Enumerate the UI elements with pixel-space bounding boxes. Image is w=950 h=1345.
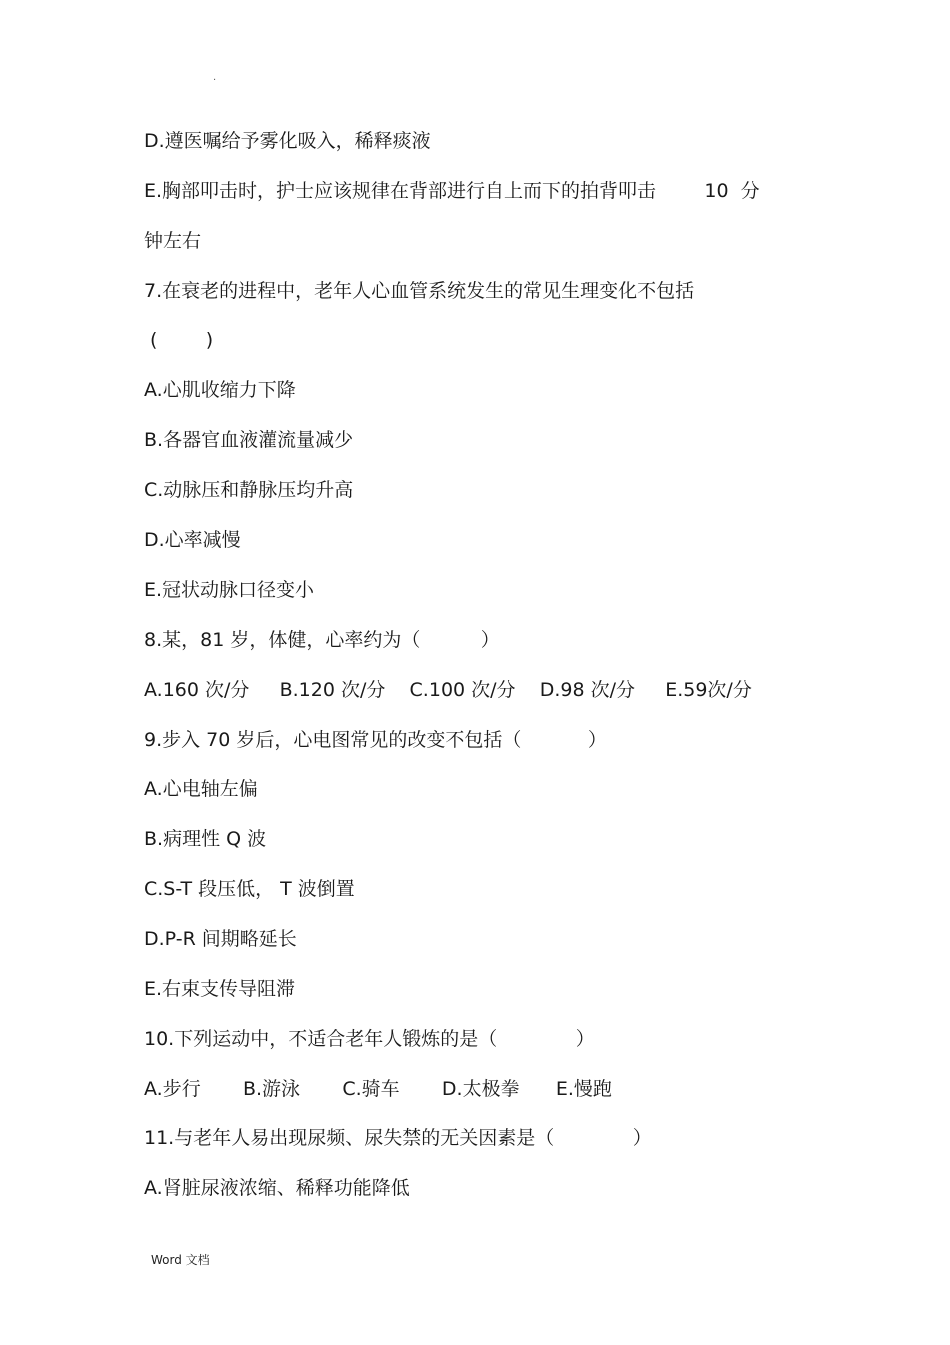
- option-line: E.冠状动脉口径变小: [144, 579, 315, 601]
- option-line: D.P-R 间期略延长: [144, 928, 297, 950]
- question-line: 9.步入 70 岁后，心电图常见的改变不包括（ ）: [144, 729, 607, 751]
- option-line: B.各器官血液灌流量减少: [144, 429, 354, 451]
- question-line: 8.某，81 岁，体健，心率约为（ ）: [144, 629, 500, 651]
- option-line: A.心电轴左偏: [144, 778, 258, 800]
- header-dot: .: [213, 72, 217, 83]
- option-line: E.胸部叩击时，护士应该规律在背部进行自上而下的拍背叩击 10 分: [144, 180, 760, 202]
- question-line: 11.与老年人易出现尿频、尿失禁的无关因素是（ ）: [144, 1127, 652, 1149]
- option-line: A.肾脏尿液浓缩、稀释功能降低: [144, 1177, 410, 1199]
- question-line: 10.下列运动中，不适合老年人锻炼的是（ ）: [144, 1028, 595, 1050]
- option-line: 钟左右: [144, 230, 202, 252]
- question-line: 7.在衰老的进程中，老年人心血管系统发生的常见生理变化不包括: [144, 280, 695, 302]
- option-line: A.160 次/分 B.120 次/分 C.100 次/分 D.98 次/分 E.59次/分: [144, 679, 752, 701]
- option-line: E.右束支传导阻滞: [144, 978, 296, 1000]
- option-line: B.病理性 Q 波: [144, 828, 267, 850]
- option-line: D.遵医嘱给予雾化吸入，稀释痰液: [144, 130, 431, 152]
- option-line: C.S-T 段压低， T 波倒置: [144, 878, 355, 900]
- option-line: A.心肌收缩力下降: [144, 379, 296, 401]
- option-line: A.步行 B.游泳 C.骑车 D.太极拳 E.慢跑: [144, 1078, 612, 1100]
- answer-blank: ( ): [144, 329, 214, 351]
- footer-label: Word 文档: [151, 1253, 210, 1267]
- option-line: C.动脉压和静脉压均升高: [144, 479, 354, 501]
- option-line: D.心率减慢: [144, 529, 241, 551]
